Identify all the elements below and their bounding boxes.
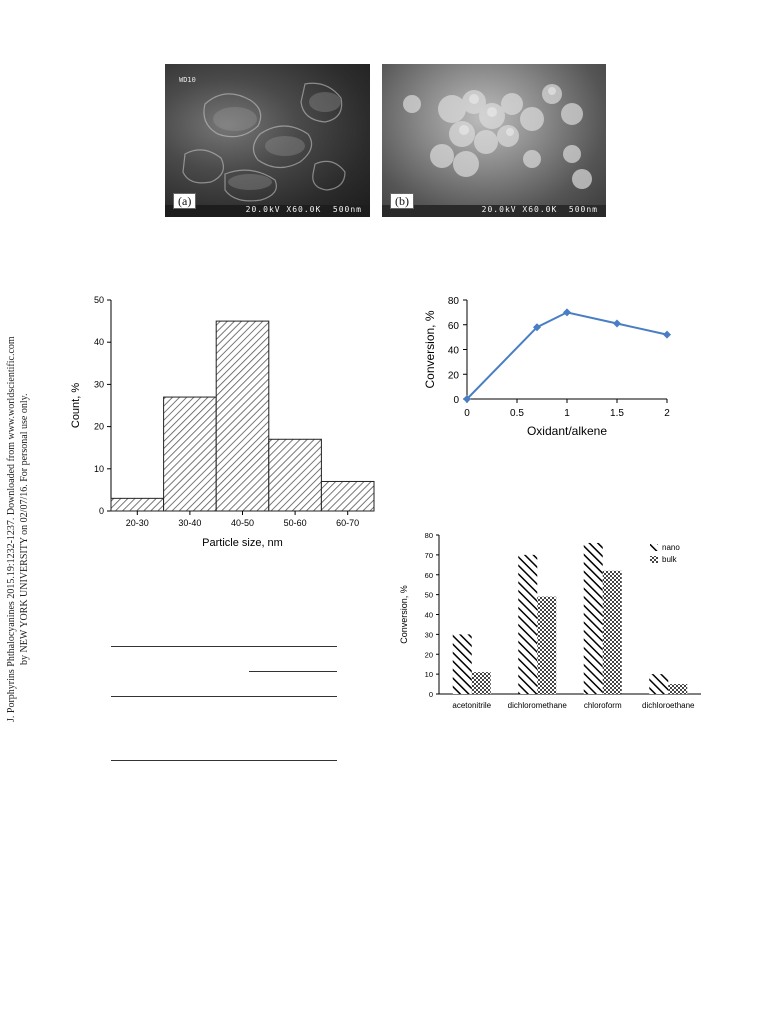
solvent-bar-bulk <box>472 672 491 694</box>
solvent-y-tick-label: 80 <box>424 531 433 540</box>
solvent-y-tick-label: 60 <box>424 570 433 580</box>
hist-bar <box>164 397 217 511</box>
line-x-tick-label: 0.5 <box>510 408 524 419</box>
line-y-tick-label: 60 <box>447 320 459 332</box>
line-y-axis-title: Conversion, % <box>423 310 437 389</box>
download-note <box>0 300 30 730</box>
line-x-tick-label: 2 <box>664 408 670 419</box>
line-point <box>613 320 621 328</box>
sem-image-b-label: (b) <box>390 193 414 209</box>
line-y-tick-label: 20 <box>447 370 459 382</box>
solvent-y-tick-label: 20 <box>424 650 433 660</box>
hist-x-tick-label: 20-30 <box>125 518 149 528</box>
hist-x-tick-label: 40-50 <box>230 518 255 528</box>
solvent-bar-nano <box>453 634 472 694</box>
hist-y-axis-title: Count, % <box>70 382 82 429</box>
hist-y-tick-label: 0 <box>98 506 104 516</box>
table-bottom-rule <box>111 760 337 761</box>
sem-image-a <box>165 64 370 217</box>
line-x-tick-label: 1 <box>564 408 570 419</box>
hist-x-tick-label: 60-70 <box>336 518 360 528</box>
sem-image-a-wd: WD10 <box>179 76 196 84</box>
solvent-bar-nano <box>584 543 603 694</box>
sem-image-b-scale: 20.0kV X60.0K 500nm <box>481 205 598 214</box>
sem-image-a-label: (a) <box>173 193 196 209</box>
solvent-y-tick-label: 0 <box>428 690 433 699</box>
hist-bar <box>216 321 269 511</box>
conversion-vs-oxidant-chart <box>410 290 700 450</box>
download-note-line-1: J. Porphyrins Phthalocyanines 2015.19:1232-1237. Downloaded from www.worldscientific.com <box>6 336 17 722</box>
solvent-bar-nano <box>518 555 537 694</box>
particle-size-histogram <box>60 290 390 560</box>
hist-x-tick-label: 30-40 <box>178 518 202 528</box>
solvent-x-tick-label: acetonitrile <box>452 701 492 710</box>
legend-swatch-nano <box>650 544 658 551</box>
solvent-bar-bulk <box>668 684 687 694</box>
line-series <box>467 312 667 399</box>
hist-y-tick-label: 40 <box>93 337 104 348</box>
line-y-tick-label: 40 <box>447 345 459 357</box>
solvent-bar-bulk <box>537 597 556 694</box>
solvent-y-tick-label: 70 <box>424 550 433 560</box>
legend-label-nano: nano <box>662 543 680 552</box>
hist-x-axis-title: Particle size, nm <box>202 537 283 549</box>
table-top-rule <box>111 646 337 647</box>
sem-image-b-texture <box>382 64 606 217</box>
line-point <box>563 308 571 316</box>
line-point <box>663 331 671 339</box>
solvent-y-tick-label: 50 <box>424 590 433 600</box>
solvent-x-tick-label: chloroform <box>583 701 622 710</box>
solvent-y-axis-title: Conversion, % <box>399 585 409 644</box>
solvent-x-tick-label: dichloromethane <box>507 701 567 710</box>
solvent-bar-nano <box>649 674 668 694</box>
hist-x-tick-label: 50-60 <box>283 518 307 528</box>
hist-y-tick-label: 30 <box>93 379 104 390</box>
line-y-tick-label: 80 <box>447 296 459 307</box>
line-x-axis-title: Oxidant/alkene <box>526 424 608 438</box>
line-x-tick-label: 0 <box>464 408 470 419</box>
solvent-y-tick-label: 30 <box>424 630 433 640</box>
table-sub-rule <box>249 671 337 672</box>
sem-image-b <box>382 64 606 217</box>
legend-swatch-bulk <box>650 556 658 563</box>
solvent-y-tick-label: 40 <box>424 610 433 620</box>
solvent-y-tick-label: 10 <box>424 670 433 680</box>
table-header-rule <box>111 696 337 697</box>
download-note-line-2: by NEW YORK UNIVERSITY on 02/07/16. For personal use only. <box>19 393 30 665</box>
hist-bar <box>269 439 322 511</box>
line-x-tick-label: 1.5 <box>610 408 624 419</box>
solvent-bar-bulk <box>603 571 622 694</box>
solvent-x-tick-label: dichloroethane <box>642 701 695 710</box>
legend-label-bulk: bulk <box>662 555 677 564</box>
hist-y-tick-label: 50 <box>93 295 104 305</box>
hist-bar <box>321 481 374 511</box>
hist-bar <box>111 498 164 511</box>
conversion-by-solvent-chart <box>392 525 712 720</box>
line-y-tick-label: 0 <box>453 395 459 406</box>
sem-image-a-scale: 20.0kV X60.0K 500nm <box>245 205 362 214</box>
hist-y-tick-label: 10 <box>93 463 104 474</box>
hist-y-tick-label: 20 <box>93 421 104 432</box>
